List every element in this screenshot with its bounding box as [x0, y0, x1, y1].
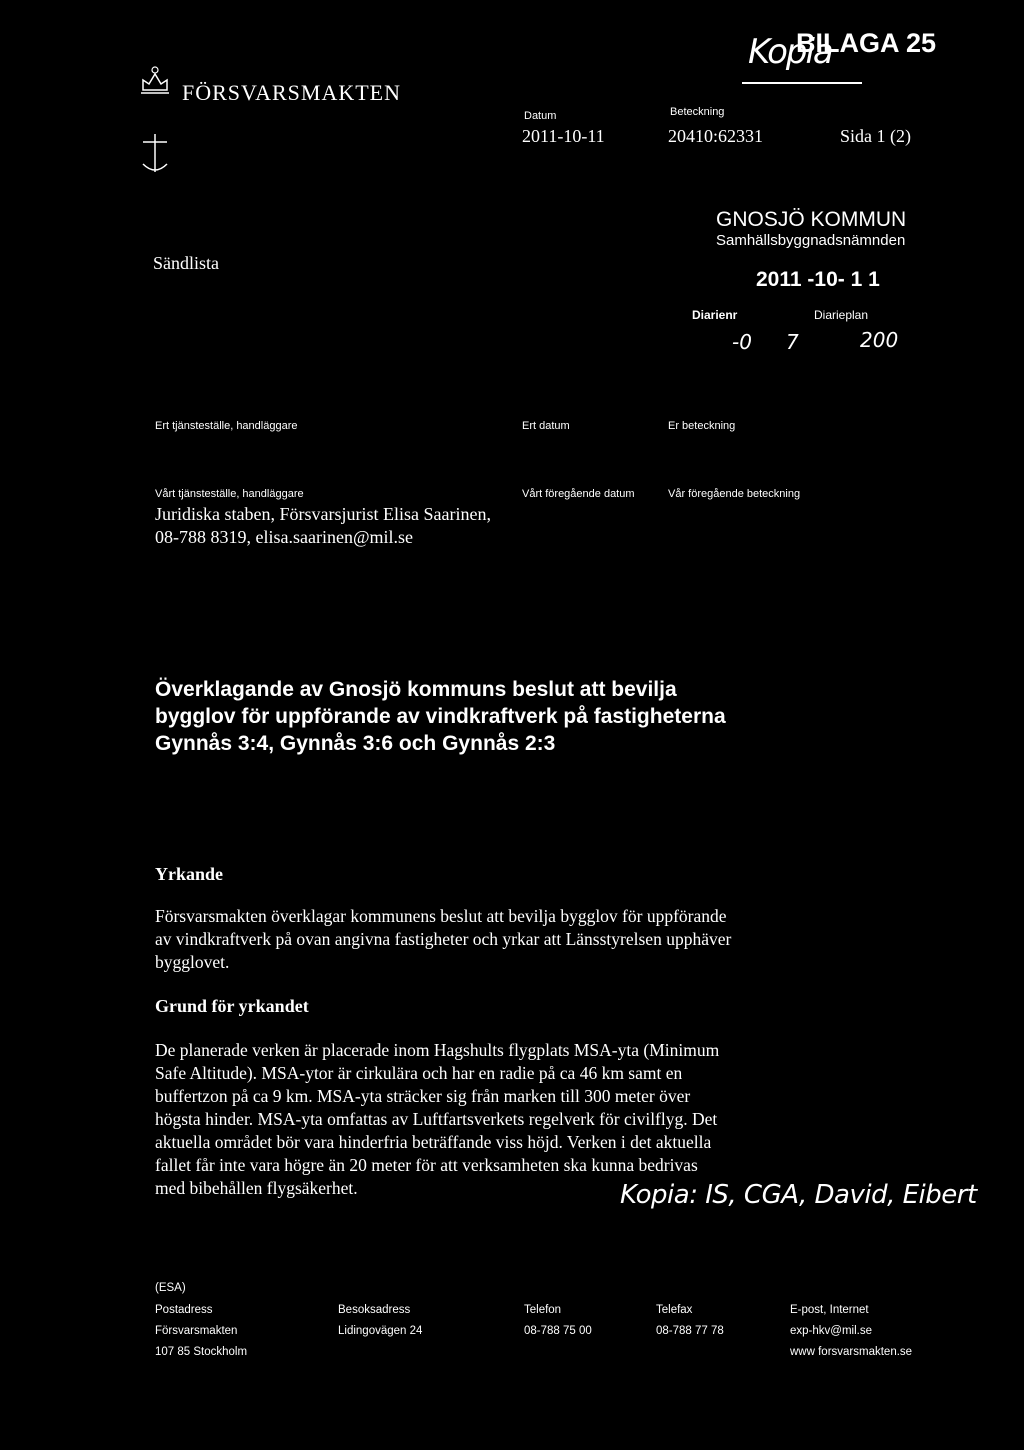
bilaga-underline: [742, 82, 862, 84]
anchor-emblem-icon: [135, 130, 175, 180]
stamp-org: GNOSJÖ KOMMUN: [716, 208, 907, 231]
handlaggare-line2: 08-788 8319, elisa.saarinen@mil.se: [155, 527, 414, 547]
yrkande-line: av vindkraftverk på ovan angivna fastigheter och yrkar att Länsstyrelsen upphäver: [155, 929, 732, 949]
footer-epost-label: E-post, Internet: [790, 1304, 869, 1316]
crown-emblem-icon: [135, 62, 175, 102]
footer-postadress-label: Postadress: [155, 1304, 213, 1316]
beteckning-value: 20410:62331: [668, 126, 764, 146]
yrkande-line: bygglovet.: [155, 952, 230, 972]
footer-esa: (ESA): [155, 1282, 186, 1294]
footer-postadress-line1: Försvarsmakten: [155, 1325, 238, 1337]
document-title-line3: Gynnås 3:4, Gynnås 3:6 och Gynnås 2:3: [155, 732, 556, 755]
bilaga-handwritten: Kopia: [748, 32, 832, 72]
stamp-diarienr-value2: 7: [786, 330, 799, 354]
document-title-line2: bygglov för uppförande av vindkraftverk på fastigheterna: [155, 705, 726, 728]
grund-line: med bibehållen flygsäkerhet.: [155, 1178, 358, 1198]
var-beteckning-label: Vår föregående beteckning: [668, 488, 801, 500]
bilaga-label: BILAGA 25: [796, 28, 937, 58]
handlaggare-line1: Juridiska staben, Försvarsjurist Elisa Saarinen,: [155, 504, 491, 524]
footer-epost-value[interactable]: exp-hkv@mil.se: [790, 1325, 872, 1337]
grund-line: buffertzon på ca 9 km. MSA-yta sträcker sig från marken till 300 meter över: [155, 1086, 691, 1106]
er-datum-label: Ert datum: [522, 420, 570, 432]
yrkande-line: Försvarsmakten överklagar kommunens beslut att bevilja bygglov för uppförande: [155, 906, 727, 926]
footer-besoksadress-value: Lidingovägen 24: [338, 1325, 423, 1337]
datum-value: 2011-10-11: [522, 126, 605, 146]
grund-line: Safe Altitude). MSA-ytor är cirkulära och har en radie på ca 46 km samt en: [155, 1063, 683, 1083]
grund-line: fallet får inte vara högre än 20 meter för att verksamheten ska kunna bedrivas: [155, 1155, 698, 1175]
stamp-diarienr-value: -0: [732, 330, 752, 354]
footer-www-value[interactable]: www forsvarsmakten.se: [790, 1346, 913, 1358]
footer-postadress-line2: 107 85 Stockholm: [155, 1346, 248, 1358]
stamp-diarieplan-label: Diarieplan: [814, 308, 869, 322]
stamp-date: 2011 -10- 1 1: [756, 268, 880, 291]
stamp-diarienr-label: Diarienr: [692, 308, 738, 322]
grund-line: högsta hinder. MSA-yta omfattas av Luftfartsverkets regelverk för civilflyg. Det: [155, 1109, 718, 1129]
grund-line: aktuella området bör vara hinderfria beträffande viss höjd. Verken i det aktuella: [155, 1132, 712, 1152]
footer-telefax-label: Telefax: [656, 1304, 693, 1316]
stamp-diarieplan-value: 200: [860, 328, 899, 352]
footer-besoksadress-label: Besoksadress: [338, 1304, 411, 1316]
datum-label: Datum: [524, 110, 557, 122]
kopia-note: Kopia: IS, CGA, David, Eibert: [620, 1180, 977, 1210]
footer-telefon-value: 08-788 75 00: [524, 1325, 592, 1337]
footer-telefon-label: Telefon: [524, 1304, 562, 1316]
vart-tjanstestalle-label: Vårt tjänsteställe, handläggare: [155, 488, 304, 500]
yrkande-heading: Yrkande: [155, 864, 224, 884]
beteckning-label: Beteckning: [670, 106, 725, 118]
stamp-dept: Samhällsbyggnadsnämnden: [716, 232, 906, 249]
page-indicator: Sida 1 (2): [840, 126, 911, 146]
vart-datum-label: Vårt föregående datum: [522, 488, 635, 500]
grund-line: De planerade verken är placerade inom Hagshults flygplats MSA-yta (Minimum: [155, 1040, 720, 1060]
footer-telefax-value: 08-788 77 78: [656, 1325, 724, 1337]
document-title-line1: Överklagande av Gnosjö kommuns beslut att bevilja: [155, 678, 677, 701]
grund-paragraph: [155, 1039, 795, 1200]
er-beteckning-label: Er beteckning: [668, 420, 736, 432]
grund-heading: Grund för yrkandet: [155, 996, 309, 1016]
sandlista-label: Sändlista: [153, 253, 219, 273]
yrkande-paragraph: [155, 905, 795, 974]
organization-name: FÖRSVARSMAKTEN: [182, 80, 401, 105]
er-tjanstestalle-label: Ert tjänsteställe, handläggare: [155, 420, 298, 432]
